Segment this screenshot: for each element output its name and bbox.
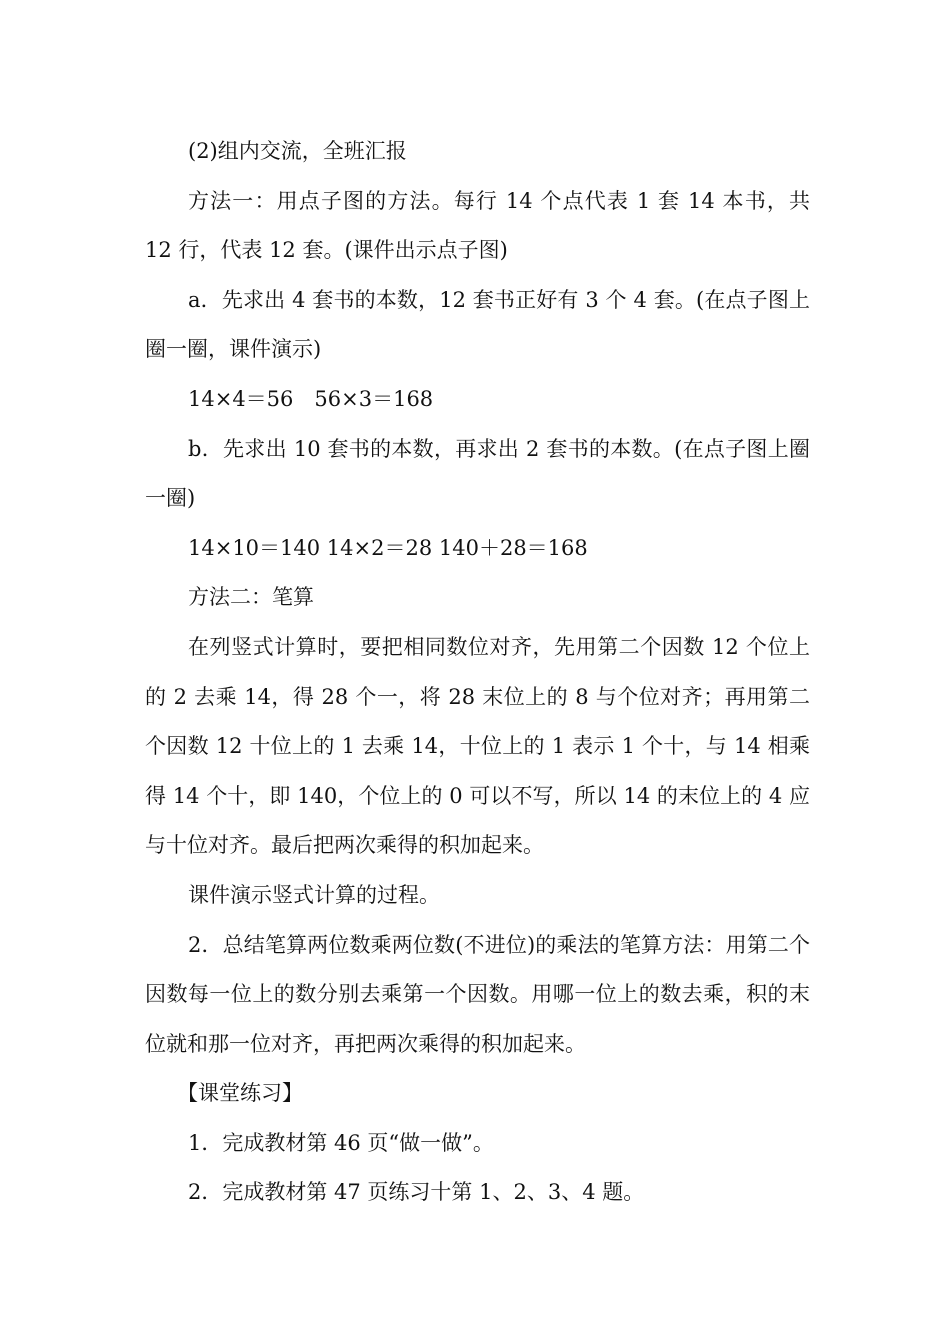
document-body	[145, 127, 810, 1218]
equation-step-b: 14×10＝140 14×2＝28 140＋28＝168	[188, 535, 588, 560]
paragraph-method-one: 方法一：用点子图的方法。每行 14 个点代表 1 套 14 本书，共 12 行，代表 12 套。(课件出示点子图)	[145, 188, 810, 263]
paragraph-summary: 2．总结笔算两位数乘两位数(不进位)的乘法的笔算方法：用第二个因数每一位上的数分别去乘第一个因数。用哪一位上的数去乘，积的末位就和那一位对齐，再把两次乘得的积加起来。	[145, 932, 810, 1056]
paragraph-step-b: b．先求出 10 套书的本数，再求出 2 套书的本数。(在点子图上圈一圈)	[145, 436, 810, 511]
section-heading-classroom-practice: 【课堂练习】	[177, 1081, 303, 1106]
paragraph-vertical-calculation: 在列竖式计算时，要把相同数位对齐，先用第二个因数 12 个位上的 2 去乘 14，得 28 个一，将 28 末位上的 8 与个位对齐；再用第二个因数 12 十位上的 1 去乘 14，十位上的 1 表示 1 个十，与 14 相乘得 14 个十，即 140，个位上的 0 可以不写，所以 14 的末位上的 4 应与十位对齐。最后把两次乘得的积加起来。	[145, 634, 810, 858]
paragraph-method-two: 方法二：笔算	[188, 585, 314, 610]
paragraph-discussion-heading: (2)组内交流，全班汇报	[188, 139, 407, 163]
practice-item-2: 2．完成教材第 47 页练习十第 1、2、3、4 题。	[188, 1180, 645, 1205]
paragraph-step-a: a．先求出 4 套书的本数，12 套书正好有 3 个 4 套。(在点子图上圈一圈，课件演示)	[145, 287, 810, 362]
equation-step-a: 14×4＝56 56×3＝168	[188, 386, 434, 411]
paragraph-courseware-demo: 课件演示竖式计算的过程。	[188, 882, 440, 907]
practice-item-1: 1．完成教材第 46 页“做一做”。	[188, 1130, 494, 1155]
